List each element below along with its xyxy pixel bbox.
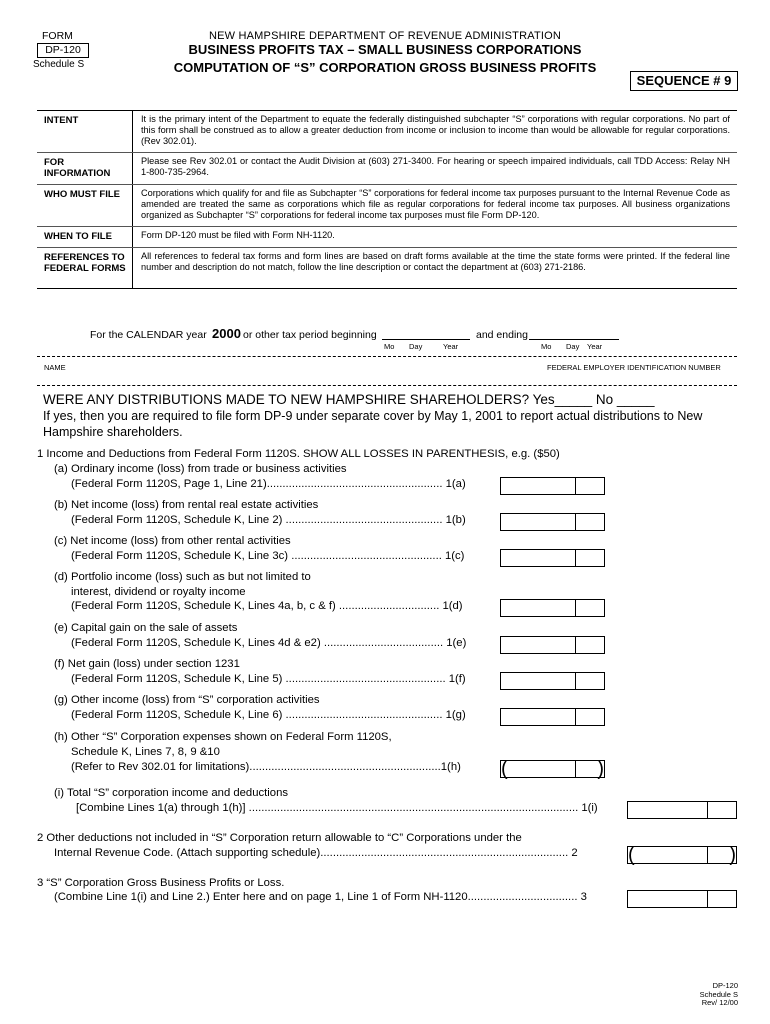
info-label: REFERENCES TO FEDERAL FORMS xyxy=(37,248,133,288)
begin-mo-label: Mo xyxy=(384,342,395,351)
line-1-intro: 1 Income and Deductions from Federal Form 1120S. SHOW ALL LOSSES IN PARENTHESIS, e.g. ($50) xyxy=(37,448,560,460)
distributions-note: If yes, then you are required to file form DP-9 under separate cover by May 1, 2001 to report actual distributions to New Hampshire shareholders. xyxy=(43,409,703,439)
fein-field[interactable] xyxy=(545,371,735,383)
info-label: FOR INFORMATION xyxy=(37,153,133,184)
instructions-table xyxy=(37,110,737,289)
info-text: Corporations which qualify for and file as Subchapter “S” corporations for federal income tax purposes pursuant to the Internal Revenue Code as amended are treated the same as corporations which file as regular corporations for federal income tax purposes. All business organizations organized as Subchapter “S” corporations for federal income tax purposes must file Form DP-120. xyxy=(141,188,730,220)
cents-field[interactable] xyxy=(575,514,604,530)
line-1f-amount[interactable] xyxy=(500,672,605,690)
line-1g-ref: (Federal Form 1120S, Schedule K, Line 6) .................................................. 1(g) xyxy=(71,709,466,721)
period-begin-field[interactable] xyxy=(382,339,470,340)
name-field[interactable] xyxy=(40,371,535,383)
cents-field[interactable] xyxy=(575,637,604,653)
line-1e-amount[interactable] xyxy=(500,636,605,654)
line-1d-desc: (d) Portfolio income (loss) such as but not limited to xyxy=(54,571,311,583)
line-1d-ref: (Federal Form 1120S, Schedule K, Lines 4a, b, c & f) ................................ 1(d) xyxy=(71,600,463,612)
line-1c-desc: (c) Net income (loss) from other rental activities xyxy=(54,535,291,547)
period-end-field[interactable] xyxy=(529,339,619,340)
calendar-prefix: For the CALENDAR year xyxy=(90,329,207,341)
begin-year-label: Year xyxy=(443,342,459,351)
info-label: WHEN TO FILE xyxy=(37,227,133,247)
cents-field[interactable] xyxy=(575,550,604,566)
line-1h-desc: (h) Other “S” Corporation expenses shown on Federal Form 1120S, xyxy=(54,731,392,743)
line-1f-ref: (Federal Form 1120S, Schedule K, Line 5) ................................................... 1(f) xyxy=(71,673,466,685)
info-row-information xyxy=(37,152,737,184)
info-text: All references to federal tax forms and form lines are based on draft forms available at the time the state forms were printed. If the federal line number and description do not match, follow the line description or contact the department at (603) 271-2186. xyxy=(141,251,730,272)
calendar-year: 2000 xyxy=(212,326,241,341)
name-label: NAME xyxy=(44,363,66,372)
footer-schedule: Schedule S xyxy=(699,989,738,999)
schedule-label: Schedule S xyxy=(33,59,85,70)
form-title: BUSINESS PROFITS TAX – SMALL BUSINESS CORPORATIONS xyxy=(188,42,582,57)
cents-field[interactable] xyxy=(707,802,736,818)
close-paren: ) xyxy=(597,758,604,780)
line-1e-desc: (e) Capital gain on the sale of assets xyxy=(54,622,238,634)
info-label: WHO MUST FILE xyxy=(37,185,133,226)
form-label: FORM xyxy=(42,30,73,42)
info-row-when-to-file xyxy=(37,226,737,247)
line-1b-ref: (Federal Form 1120S, Schedule K, Line 2) .................................................. 1(b) xyxy=(71,514,466,526)
info-text: Form DP-120 must be filed with Form NH-1120. xyxy=(141,230,335,240)
line-2-ref: Internal Revenue Code. (Attach supporting schedule)............................................................................... 2 xyxy=(54,847,578,859)
end-mo-label: Mo xyxy=(541,342,552,351)
line-2-desc: 2 Other deductions not included in “S” Corporation return allowable to “C” Corporations under the xyxy=(37,832,522,844)
line-3-desc: 3 “S” Corporation Gross Business Profits or Loss. xyxy=(37,877,285,889)
line-1g-amount[interactable] xyxy=(500,708,605,726)
form-subtitle: COMPUTATION OF “S” CORPORATION GROSS BUSINESS PROFITS xyxy=(173,60,597,75)
footer-revision: Rev/ 12/00 xyxy=(701,998,738,1007)
line-1h-ref: (Refer to Rev 302.01 for limitations).............................................................1(h) xyxy=(71,761,461,773)
info-text: It is the primary intent of the Department to equate the federally distinguished subchapter “S” corporations with regular corporations. No part of this form shall be construed as to allow a greater deduction from income or inclusion to income than would be allowable for regular corporations. (Rev 302.01). xyxy=(141,114,730,146)
calendar-middle: or other tax period beginning xyxy=(243,329,377,341)
department-name: NEW HAMPSHIRE DEPARTMENT OF REVENUE ADMINISTRATION xyxy=(208,30,562,42)
info-row-intent xyxy=(37,111,737,152)
line-1i-ref: [Combine Lines 1(a) through 1(h)] ......................................................................................................... 1(i) xyxy=(76,802,598,814)
end-year-label: Year xyxy=(587,342,603,351)
close-paren: ) xyxy=(729,844,736,866)
cents-field[interactable] xyxy=(707,891,736,907)
line-1f-desc: (f) Net gain (loss) under section 1231 xyxy=(54,658,240,670)
info-label: INTENT xyxy=(37,111,133,152)
cents-field[interactable] xyxy=(575,478,604,494)
line-1c-ref: (Federal Form 1120S, Schedule K, Line 3c) ................................................ 1(c) xyxy=(71,550,465,562)
cents-field[interactable] xyxy=(575,673,604,689)
line-1a-desc: (a) Ordinary income (loss) from trade or business activities xyxy=(54,463,347,475)
line-1g-desc: (g) Other income (loss) from “S” corporation activities xyxy=(54,694,320,706)
cents-field[interactable] xyxy=(575,709,604,725)
end-day-label: Day xyxy=(566,342,580,351)
line-1h-desc-2: Schedule K, Lines 7, 8, 9 &10 xyxy=(71,746,220,758)
open-paren: ( xyxy=(501,758,508,780)
line-2-amount[interactable] xyxy=(627,846,737,864)
fein-label: FEDERAL EMPLOYER IDENTIFICATION NUMBER xyxy=(547,363,721,372)
open-paren: ( xyxy=(628,844,635,866)
begin-day-label: Day xyxy=(409,342,423,351)
line-1c-amount[interactable] xyxy=(500,549,605,567)
info-row-who-must-file xyxy=(37,184,737,226)
footer-form-code: DP-120 xyxy=(712,981,738,990)
sequence-number: SEQUENCE # 9 xyxy=(630,71,738,91)
line-1i-amount[interactable] xyxy=(627,801,737,819)
line-3-ref: (Combine Line 1(i) and Line 2.) Enter here and on page 1, Line 1 of Form NH-1120................................... 3 xyxy=(54,891,587,903)
footer xyxy=(680,982,738,1008)
line-1a-amount[interactable] xyxy=(500,477,605,495)
line-1d-desc-2: interest, dividend or royalty income xyxy=(71,586,246,598)
line-1e-ref: (Federal Form 1120S, Schedule K, Lines 4d & e2) ...................................... 1(e) xyxy=(71,637,467,649)
info-row-references xyxy=(37,247,737,288)
distributions-question-text: WERE ANY DISTRIBUTIONS MADE TO NEW HAMPSHIRE SHAREHOLDERS? Yes_____ No _____ xyxy=(43,392,655,407)
line-1d-amount[interactable] xyxy=(500,599,605,617)
cents-field[interactable] xyxy=(575,600,604,616)
line-1h-amount[interactable] xyxy=(500,760,605,778)
line-1b-amount[interactable] xyxy=(500,513,605,531)
line-1i-desc: (i) Total “S” corporation income and deductions xyxy=(54,787,289,799)
calendar-ending: and ending xyxy=(476,329,528,341)
line-3-amount[interactable] xyxy=(627,890,737,908)
info-text: Please see Rev 302.01 or contact the Audit Division at (603) 271-3400. For hearing or speech impaired individuals, call TDD Access: Relay NH 1-800-735-2964. xyxy=(141,156,730,177)
distributions-question xyxy=(43,392,743,440)
form-code: DP-120 xyxy=(37,43,89,58)
line-1b-desc: (b) Net income (loss) from rental real estate activities xyxy=(54,499,319,511)
line-1a-ref: (Federal Form 1120S, Page 1, Line 21)........................................................ 1(a) xyxy=(71,478,466,490)
